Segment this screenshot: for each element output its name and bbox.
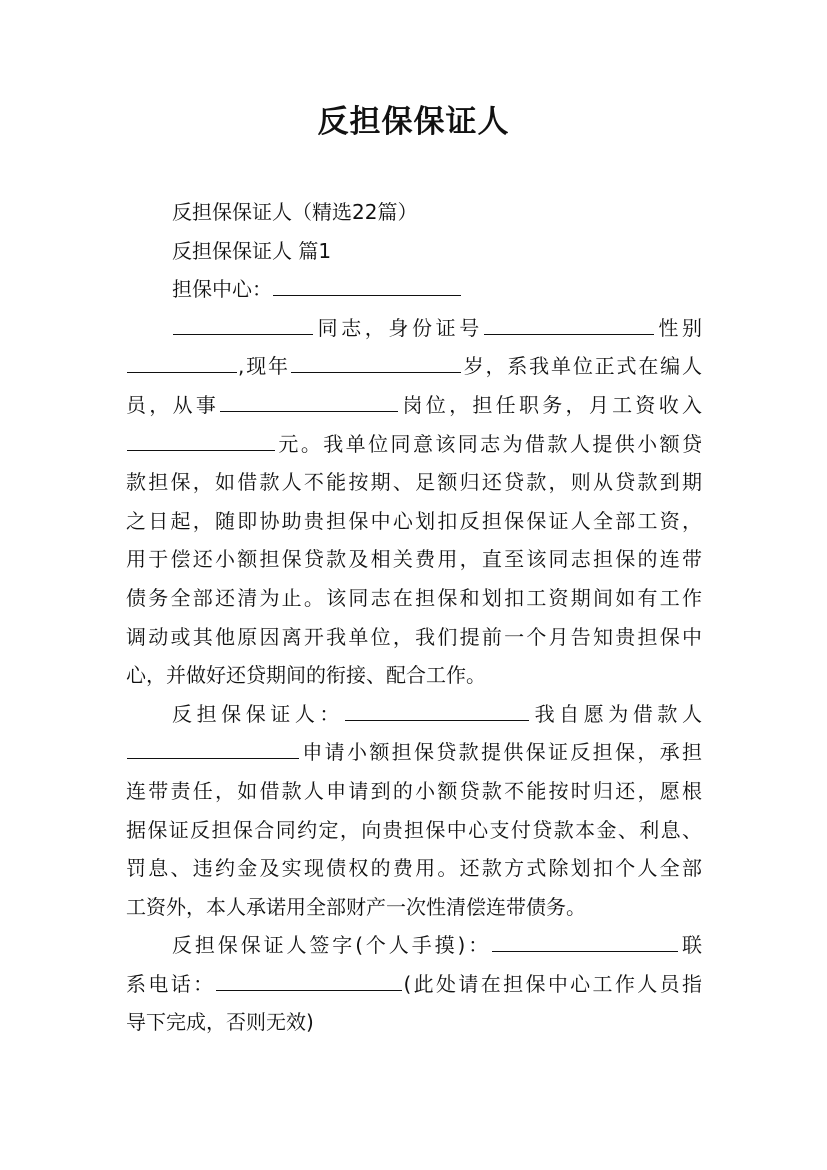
section-title: 反担保保证人 篇1 (172, 238, 332, 263)
text-run: ,现年 (238, 354, 290, 379)
blank-line (273, 294, 461, 296)
paragraph-line: 债务全部还清为止。该同志在担保和划扣工资期间如有工作 (126, 585, 702, 610)
text-run: 反担保保证人： (172, 701, 344, 726)
blank-line (127, 449, 275, 451)
paragraph-line (126, 733, 702, 772)
paragraph-line (126, 425, 702, 464)
document-title: 反担保保证人 (317, 104, 510, 140)
paragraph-line (126, 695, 702, 734)
text-run: 元。我单位同意该同志为借款人提供小额贷 (276, 431, 702, 456)
text-run: 性别 (654, 315, 703, 340)
paragraph-line: 罚息、违约金及实现债权的费用。还款方式除划扣个人全部 (126, 856, 702, 881)
paragraph-line (126, 965, 702, 1004)
document-body (126, 193, 702, 1042)
paragraph-line (126, 386, 702, 425)
text-run: (此处请在担保中心工作人员指 (403, 971, 703, 996)
paragraph-3 (126, 926, 702, 1042)
paragraph-line: 款担保，如借款人不能按期、足额归还贷款，则从贷款到期 (126, 470, 702, 495)
text-run: 岗位，担任职务，月工资收入 (399, 392, 703, 417)
paragraph-line: 据保证反担保合同约定，向贵担保中心支付贷款本金、利息、 (126, 817, 702, 842)
paragraph-line: 之日起，随即协助贵担保中心划扣反担保保证人全部工资， (126, 508, 702, 533)
paragraph-line: 导下完成，否则无效) (126, 1010, 314, 1035)
center-label: 担保中心： (172, 277, 272, 302)
center-line (126, 270, 702, 309)
blank-line (216, 989, 402, 991)
text-run: 反担保保证人签字(个人手摸)： (172, 933, 492, 958)
paragraph-line (126, 926, 702, 965)
blank-line (173, 333, 313, 335)
text-run: 申请小额担保贷款提供保证反担保，承担 (300, 740, 702, 765)
paragraph-line: 调动或其他原因离开我单位，我们提前一个月告知贵担保中 (126, 624, 702, 649)
paragraph-line: 用于偿还小额担保贷款及相关费用，直至该同志担保的连带 (126, 547, 702, 572)
text-run: 岁，系我单位正式在编人 (461, 354, 703, 379)
blank-line (492, 950, 678, 952)
paragraph-line: 工资外，本人承诺用全部财产一次性清偿连带债务。 (126, 894, 586, 919)
paragraph-line (126, 309, 702, 348)
paragraph-line: 心，并做好还贷期间的衔接、配合工作。 (126, 663, 486, 688)
blank-line (291, 371, 461, 373)
text-run: 我自愿为借款人 (530, 701, 702, 726)
text-run: 系电话： (126, 971, 216, 996)
blank-line (127, 371, 237, 373)
blank-line (345, 719, 529, 721)
paragraph-line (126, 347, 702, 386)
paragraph-2 (126, 695, 702, 927)
blank-line (127, 757, 299, 759)
blank-line (220, 410, 398, 412)
text-run: 同志，身份证号 (314, 315, 483, 340)
paragraph-1 (126, 309, 702, 695)
text-run: 员，从事 (126, 392, 220, 417)
heading-line: 反担保保证人（精选22篇） (172, 200, 418, 224)
paragraph-line: 连带责任，如借款人申请到的小额贷款不能按时归还，愿根 (126, 778, 702, 803)
blank-line (484, 333, 654, 335)
text-run: 联 (679, 933, 703, 958)
